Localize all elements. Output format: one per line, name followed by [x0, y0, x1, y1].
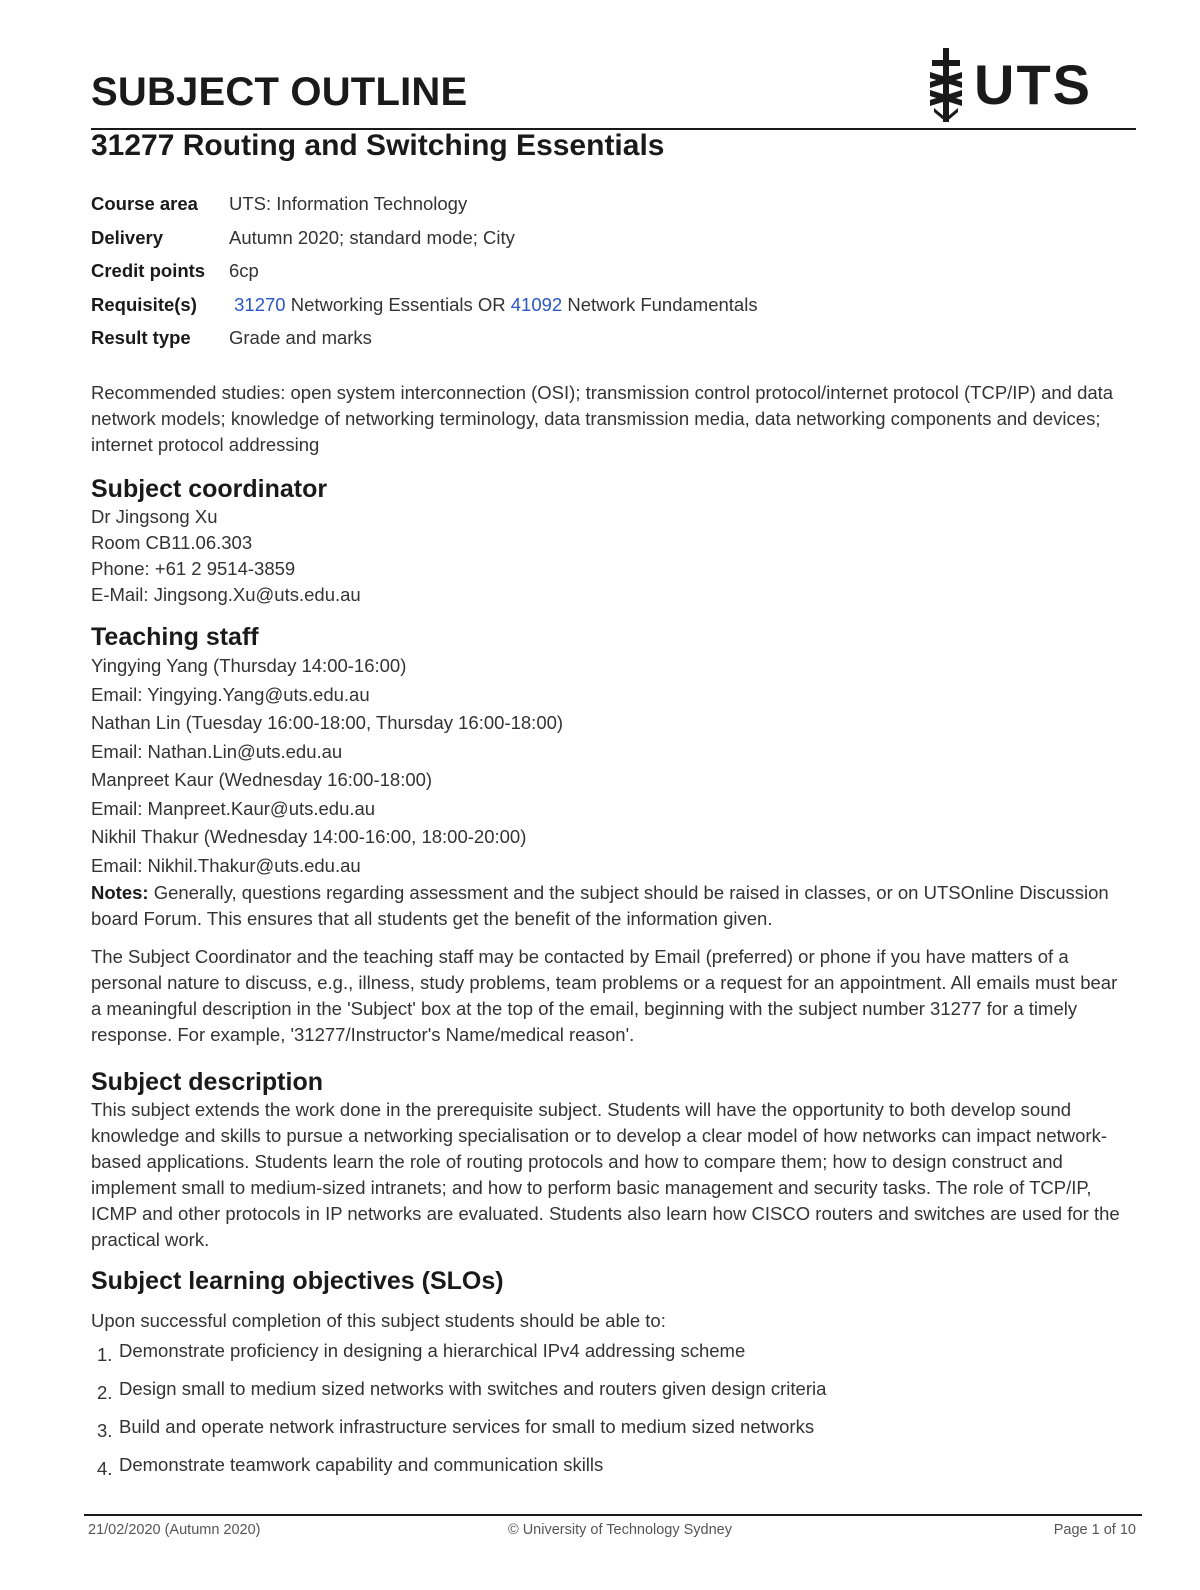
coordinator-email: E-Mail: Jingsong.Xu@uts.edu.au — [91, 584, 361, 605]
meta-value: 6cp — [229, 260, 259, 282]
document-header — [91, 53, 1136, 130]
section-heading: Subject learning objectives (SLOs) — [91, 1267, 504, 1295]
requisite-link-41092[interactable]: 41092 — [510, 293, 563, 315]
staff-line: Nathan Lin (Tuesday 16:00-18:00, Thursday 16:00-18:00) — [91, 712, 564, 733]
list-item — [91, 1454, 1131, 1492]
meta-label: Credit points — [91, 260, 206, 282]
description-section — [91, 1067, 1131, 1253]
meta-value: Autumn 2020; standard mode; City — [229, 226, 515, 248]
meta-label: Delivery — [91, 226, 163, 248]
meta-value: Grade and marks — [229, 327, 372, 349]
meta-row-result-type — [91, 327, 758, 361]
slo-number: 3. — [97, 1420, 113, 1441]
list-item — [91, 1340, 1131, 1378]
staff-line: Email: Yingying.Yang@uts.edu.au — [91, 683, 370, 705]
notes-label: Notes: — [91, 882, 149, 903]
slo-text: Demonstrate teamwork capability and communication skills — [119, 1454, 604, 1475]
meta-row-credit-points — [91, 260, 758, 294]
recommended-studies: Recommended studies: open system interconnection (OSI); transmission control protocol/internet protocol (TCP/IP) and data network models; knowledge of networking terminology, data transmission media, data networking components and devices; internet protocol addressing — [91, 382, 1114, 455]
subject-title: 31277 Routing and Switching Essentials — [91, 129, 665, 162]
contact-paragraph: The Subject Coordinator and the teaching staff may be contacted by Email (preferred) or phone if you have matters of a personal nature to discuss, e.g., illness, study problems, team problems or a request for an appointment. All emails must bear a meaningful description in the 'Subject' box at the top of the email, beginning with the subject number 31277 for a timely response. For example, '31277/Instructor's Name/medical reason'. — [91, 946, 1118, 1045]
uts-logo — [926, 48, 1092, 122]
subject-meta-table — [91, 193, 758, 361]
slo-text: Demonstrate proficiency in designing a hierarchical IPv4 addressing scheme — [119, 1340, 746, 1361]
uts-crest-icon — [926, 48, 966, 122]
meta-value — [229, 294, 758, 316]
staff-line: Email: Nikhil.Thakur@uts.edu.au — [91, 854, 361, 876]
coordinator-room: Room CB11.06.303 — [91, 532, 253, 553]
list-item — [91, 1416, 1131, 1454]
document-title: SUBJECT OUTLINE — [91, 70, 468, 114]
teaching-staff-section — [91, 622, 1131, 1048]
footer-date: 21/02/2020 (Autumn 2020) — [88, 1522, 261, 1538]
staff-line: Manpreet Kaur (Wednesday 16:00-18:00) — [91, 769, 433, 790]
slo-text: Build and operate network infrastructure services for small to medium sized networks — [119, 1416, 815, 1437]
footer-page-number: Page 1 of 10 — [1053, 1522, 1136, 1538]
slo-list — [91, 1340, 1131, 1492]
section-heading: Subject description — [91, 1068, 323, 1096]
staff-line: Email: Manpreet.Kaur@uts.edu.au — [91, 797, 376, 819]
notes-text: Generally, questions regarding assessment and the subject should be raised in classes, or on UTSOnline Discussion board Forum. This ensures that all students get the benefit of the information given. — [91, 882, 1109, 929]
meta-row-course-area — [91, 193, 758, 227]
coordinator-phone: Phone: +61 2 9514-3859 — [91, 558, 296, 579]
staff-line: Nikhil Thakur (Wednesday 14:00-16:00, 18:00-20:00) — [91, 826, 527, 847]
slo-section — [91, 1266, 1131, 1334]
slo-text: Design small to medium sized networks with switches and routers given design criteria — [119, 1378, 827, 1399]
meta-label: Requisite(s) — [91, 293, 197, 315]
coordinator-section — [91, 474, 1131, 608]
staff-line: Email: Nathan.Lin@uts.edu.au — [91, 740, 343, 762]
uts-logo-text: UTS — [974, 53, 1092, 116]
section-heading: Subject coordinator — [91, 475, 328, 503]
document-footer — [84, 1514, 1142, 1546]
meta-label: Result type — [91, 327, 191, 349]
slo-number: 1. — [97, 1344, 113, 1365]
description-text: This subject extends the work done in the prerequisite subject. Students will have the opportunity to both develop sound knowledge and skills to pursue a networking specialisation or to develop a clear model of how networks can impact network-based applications. Students learn the role of routing protocols and how to compare them; how to design construct and implement small to medium-sized intranets; and how to perform basic management and security tasks. The role of TCP/IP, ICMP and other protocols in IP networks are evaluated. Students also learn how CISCO routers and switches are used for the practical work. — [91, 1099, 1120, 1250]
slo-number: 2. — [97, 1382, 113, 1403]
list-item — [91, 1378, 1131, 1416]
meta-value: UTS: Information Technology — [229, 193, 468, 214]
requisite-link-31270[interactable]: 31270 — [234, 293, 286, 315]
meta-row-delivery — [91, 227, 758, 261]
footer-copyright: © University of Technology Sydney — [508, 1522, 732, 1538]
meta-label: Course area — [91, 193, 198, 214]
requisite-name: Networking Essentials OR — [285, 293, 511, 315]
slo-number: 4. — [97, 1458, 113, 1479]
requisite-name: Network Fundamentals — [562, 293, 758, 315]
staff-notes — [91, 880, 1131, 932]
section-heading: Teaching staff — [91, 623, 259, 651]
staff-line: Yingying Yang (Thursday 14:00-16:00) — [91, 655, 407, 676]
slo-intro: Upon successful completion of this subject students should be able to: — [91, 1310, 666, 1331]
coordinator-name: Dr Jingsong Xu — [91, 506, 218, 527]
meta-row-requisites — [91, 294, 758, 328]
